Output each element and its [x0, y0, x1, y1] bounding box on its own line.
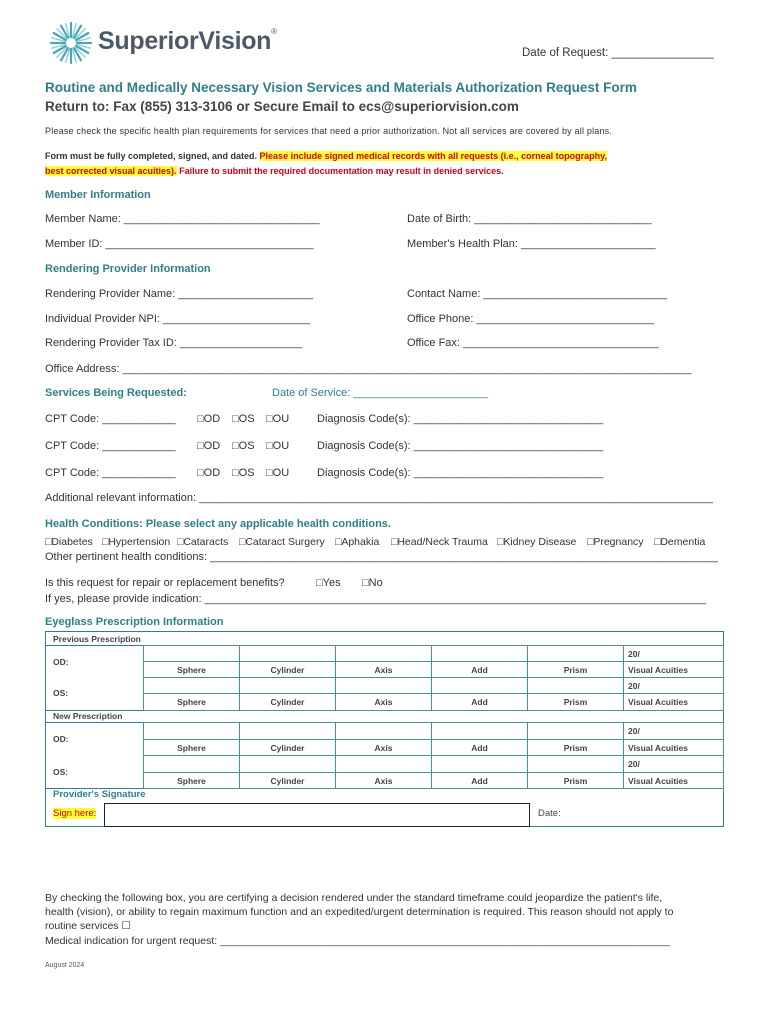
cpt-code-field[interactable]: CPT Code: ____________	[45, 413, 176, 425]
axis-col: Axis	[336, 773, 432, 789]
add-input[interactable]	[432, 756, 528, 773]
certify-text-1: By checking the following box, you are certifying a decision rendered under the standard timeframe could jeopardize the patient's life,	[45, 892, 663, 904]
member-health-plan-field[interactable]: Member's Health Plan: ______________________	[407, 238, 656, 250]
diagnosis-code-field[interactable]: Diagnosis Code(s): _______________________________	[317, 467, 604, 479]
prism-col: Prism	[528, 694, 624, 711]
od-label: OD:	[53, 657, 69, 667]
other-conditions-field[interactable]: Other pertinent health conditions: ___________________________________________________________________________________	[45, 551, 718, 563]
additional-info-field[interactable]: Additional relevant information: ____________________________________________________________________________________	[45, 492, 713, 504]
date-of-request[interactable]: Date of Request: ________________	[522, 47, 714, 59]
va-prefix: 20/	[628, 648, 640, 659]
cylinder-input[interactable]	[240, 756, 336, 773]
condition-kidney-disease-checkbox[interactable]: □Kidney Disease	[497, 536, 577, 548]
ou-checkbox[interactable]: □OU	[266, 440, 290, 452]
sphere-input[interactable]	[144, 723, 240, 740]
logo-wordmark	[98, 27, 277, 56]
condition-cataracts-checkbox[interactable]: □Cataracts	[177, 536, 229, 548]
logo-text: SuperiorVision	[98, 27, 272, 55]
rx-grid-prev-od	[143, 645, 724, 711]
od-checkbox[interactable]: □OD	[197, 440, 221, 452]
visual-acuity-input[interactable]	[624, 646, 724, 662]
add-input[interactable]	[432, 723, 528, 740]
intro-must-complete: Form must be fully completed, signed, and dated.	[45, 151, 258, 161]
cylinder-input[interactable]	[240, 723, 336, 740]
va-prefix: 20/	[628, 680, 640, 691]
condition-diabetes-checkbox[interactable]: □Diabetes	[45, 536, 93, 548]
certify-text-2: health (vision), or ability to regain maximum function and an expedited/urgent determination is required. This reason should not apply to	[45, 906, 674, 918]
signature-date-label[interactable]: Date:	[538, 808, 561, 819]
os-label: OS:	[53, 767, 69, 777]
add-col: Add	[432, 740, 528, 756]
os-checkbox[interactable]: □OS	[232, 440, 255, 452]
visual-acuity-input[interactable]	[624, 756, 724, 773]
eyeglass-heading: Eyeglass Prescription Information	[45, 616, 224, 628]
ou-checkbox[interactable]: □OU	[266, 413, 290, 425]
superior-vision-logo-icon	[48, 20, 94, 66]
intro-failure: Failure to submit the required documentation may result in denied services.	[179, 166, 504, 176]
logo-registered: ®	[271, 27, 277, 36]
cylinder-input[interactable]	[240, 646, 336, 662]
visual-acuity-input[interactable]	[624, 678, 724, 694]
services-heading: Services Being Requested:	[45, 387, 187, 399]
visual-acuities-col: Visual Acuities	[624, 694, 724, 711]
visual-acuities-col: Visual Acuities	[624, 662, 724, 678]
od-label: OD:	[53, 734, 69, 744]
prism-col: Prism	[528, 740, 624, 756]
member-id-field[interactable]: Member ID: __________________________________	[45, 238, 314, 250]
visual-acuities-col: Visual Acuities	[624, 773, 724, 789]
cylinder-col: Cylinder	[240, 740, 336, 756]
axis-col: Axis	[336, 694, 432, 711]
indication-field[interactable]: If yes, please provide indication: __________________________________________________________________________________	[45, 593, 707, 605]
axis-input[interactable]	[336, 678, 432, 694]
revision-date: August 2024	[45, 962, 85, 969]
sphere-input[interactable]	[144, 678, 240, 694]
intro-line-2	[45, 166, 504, 176]
member-heading: Member Information	[45, 189, 151, 201]
visual-acuity-input[interactable]	[624, 723, 724, 740]
form-return-to: Return to: Fax (855) 313-3106 or Secure Email to ecs@superiorvision.com	[45, 99, 519, 114]
od-checkbox[interactable]: □OD	[197, 413, 221, 425]
previous-prescription-label: Previous Prescription	[53, 634, 141, 644]
condition-head-neck-trauma-checkbox[interactable]: □Head/Neck Trauma	[391, 536, 488, 548]
cpt-code-field[interactable]: CPT Code: ____________	[45, 440, 176, 452]
add-col: Add	[432, 773, 528, 789]
condition-hypertension-checkbox[interactable]: □Hypertension	[102, 536, 171, 548]
condition-cataract-surgery-checkbox[interactable]: □Cataract Surgery	[239, 536, 325, 548]
intro-check-requirements: Please check the specific health plan requirements for services that need a prior authorization. Not all services are covered by all plans.	[45, 126, 613, 136]
add-input[interactable]	[432, 646, 528, 662]
provider-signature-heading: Provider's Signature	[53, 789, 146, 800]
provider-heading: Rendering Provider Information	[45, 263, 211, 275]
sign-here-label: Sign here:	[53, 808, 97, 819]
diagnosis-code-field[interactable]: Diagnosis Code(s): _______________________________	[317, 440, 604, 452]
certify-checkbox[interactable]: routine services ☐	[45, 920, 131, 932]
prism-input[interactable]	[528, 646, 624, 662]
sphere-col: Sphere	[144, 694, 240, 711]
cpt-code-field[interactable]: CPT Code: ____________	[45, 467, 176, 479]
prism-col: Prism	[528, 662, 624, 678]
intro-highlight-1: Please include signed medical records with all requests (i.e., corneal topography,	[259, 151, 607, 161]
condition-dementia-checkbox[interactable]: □Dementia	[654, 536, 706, 548]
axis-col: Axis	[336, 662, 432, 678]
sphere-col: Sphere	[144, 740, 240, 756]
visual-acuities-col: Visual Acuities	[624, 740, 724, 756]
repair-question: Is this request for repair or replacement benefits?	[45, 577, 285, 589]
provider-tax-id-field[interactable]: Rendering Provider Tax ID: ____________________	[45, 337, 303, 349]
cylinder-col: Cylinder	[240, 662, 336, 678]
rx-grid-new	[143, 722, 724, 789]
diagnosis-code-field[interactable]: Diagnosis Code(s): _______________________________	[317, 413, 604, 425]
sphere-input[interactable]	[144, 646, 240, 662]
prism-input[interactable]	[528, 723, 624, 740]
office-fax-field[interactable]: Office Fax: ________________________________	[407, 337, 659, 349]
urgent-indication-field[interactable]: Medical indication for urgent request: _____________________________________________________________________________	[45, 935, 670, 947]
condition-aphakia-checkbox[interactable]: □Aphakia	[335, 536, 380, 548]
office-address-field[interactable]: Office Address: _____________________________________________________________________________________________	[45, 363, 692, 375]
sphere-col: Sphere	[144, 662, 240, 678]
sphere-col: Sphere	[144, 773, 240, 789]
cylinder-col: Cylinder	[240, 694, 336, 711]
condition-pregnancy-checkbox[interactable]: □Pregnancy	[587, 536, 644, 548]
add-col: Add	[432, 662, 528, 678]
yes-checkbox[interactable]: □Yes	[316, 577, 341, 589]
intro-highlight-2: best corrected visual acuities).	[45, 166, 177, 176]
va-prefix: 20/	[628, 726, 640, 736]
va-prefix: 20/	[628, 759, 640, 769]
provider-npi-field[interactable]: Individual Provider NPI: ________________________	[45, 313, 310, 325]
provider-name-field[interactable]: Rendering Provider Name: ______________________	[45, 288, 313, 300]
prism-input[interactable]	[528, 756, 624, 773]
new-prescription-label: New Prescription	[53, 711, 123, 721]
prism-col: Prism	[528, 773, 624, 789]
od-checkbox[interactable]: □OD	[197, 467, 221, 479]
date-of-service-field[interactable]: Date of Service: ______________________	[272, 387, 488, 399]
office-phone-field[interactable]: Office Phone: _____________________________	[407, 313, 654, 325]
cylinder-col: Cylinder	[240, 773, 336, 789]
cylinder-input[interactable]	[240, 678, 336, 694]
os-checkbox[interactable]: □OS	[232, 467, 255, 479]
signature-input[interactable]	[104, 803, 530, 827]
os-label: OS:	[53, 688, 69, 698]
member-name-field[interactable]: Member Name: ________________________________	[45, 213, 320, 225]
date-of-birth-field[interactable]: Date of Birth: _____________________________	[407, 213, 652, 225]
axis-input[interactable]	[336, 756, 432, 773]
contact-name-field[interactable]: Contact Name: ______________________________	[407, 288, 667, 300]
os-checkbox[interactable]: □OS	[232, 413, 255, 425]
axis-input[interactable]	[336, 723, 432, 740]
add-col: Add	[432, 694, 528, 711]
axis-col: Axis	[336, 740, 432, 756]
sphere-input[interactable]	[144, 756, 240, 773]
ou-checkbox[interactable]: □OU	[266, 467, 290, 479]
form-title: Routine and Medically Necessary Vision Services and Materials Authorization Request Form	[45, 80, 637, 95]
axis-input[interactable]	[336, 646, 432, 662]
intro-line-1	[45, 151, 607, 161]
prism-input[interactable]	[528, 678, 624, 694]
add-input[interactable]	[432, 678, 528, 694]
health-conditions-heading: Health Conditions: Please select any applicable health conditions.	[45, 518, 391, 530]
no-checkbox[interactable]: □No	[362, 577, 383, 589]
